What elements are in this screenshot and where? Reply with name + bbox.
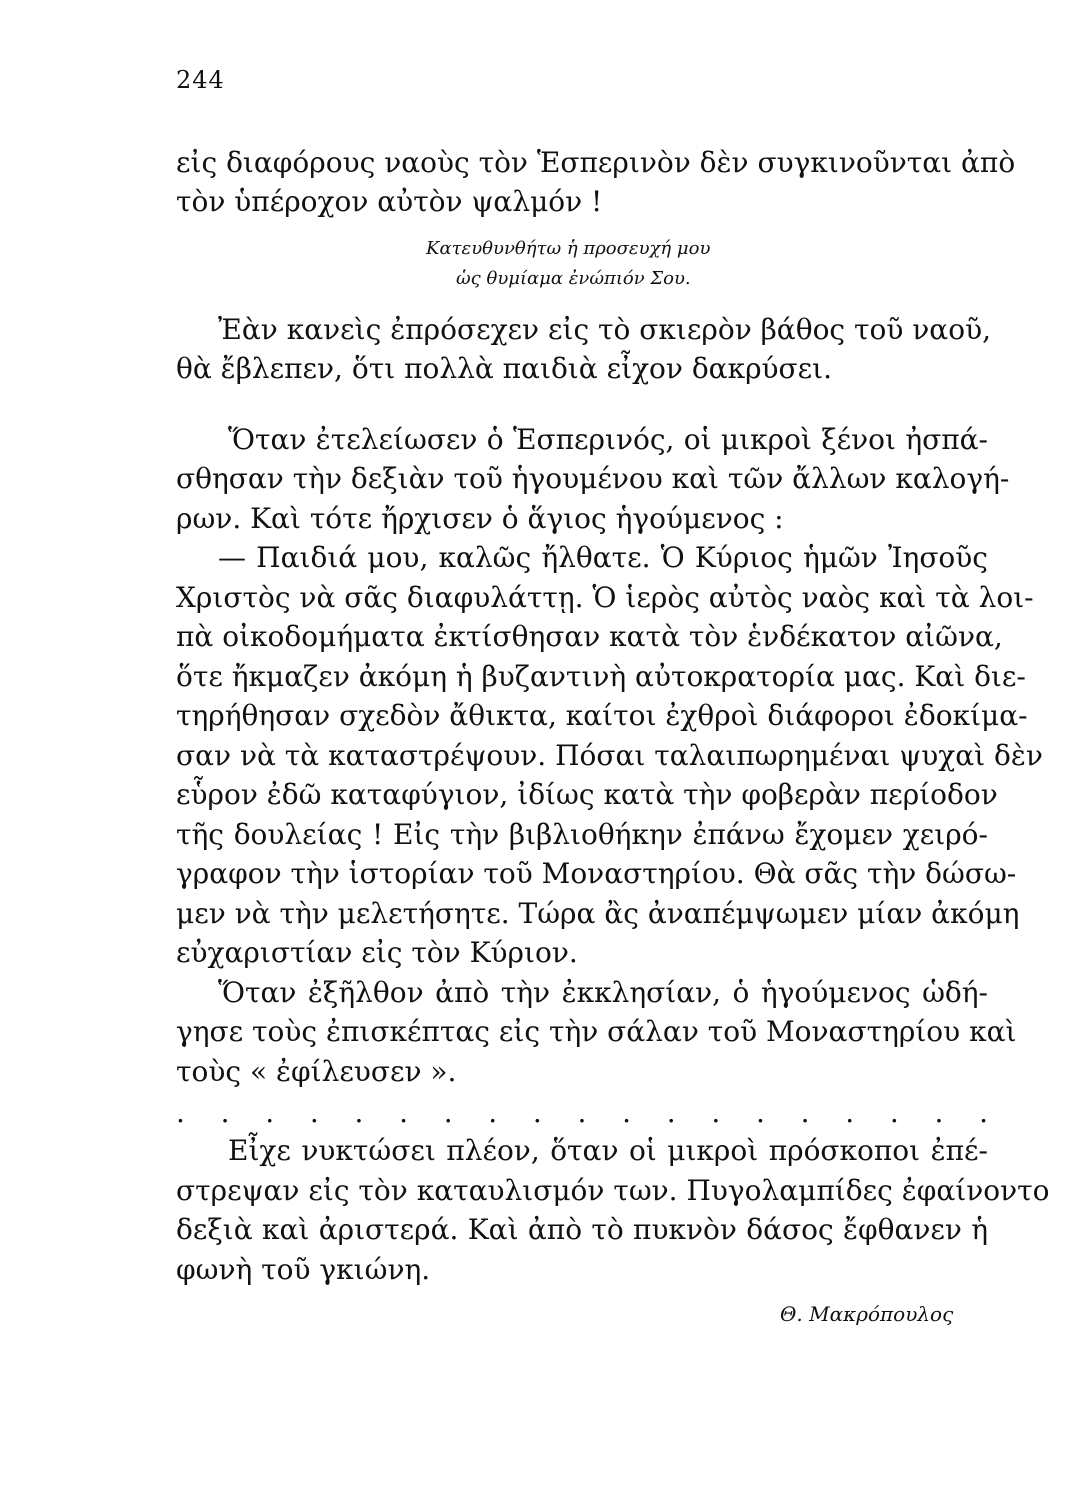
text-line: Χριστὸς νὰ σᾶς διαφυλάττῃ. Ὁ ἱερὸς αὐτὸς ναὸς καὶ τὰ λοι- [176, 581, 1034, 614]
text-line: Ἐὰν κανεὶς ἐπρόσεχεν εἰς τὸ σκιερὸν βάθος τοῦ ναοῦ, [218, 313, 991, 346]
text-line: δεξιὰ καὶ ἀριστερά. Καὶ ἀπὸ τὸ πυκνὸν δάσος ἔφθανεν ἡ [176, 1213, 988, 1246]
text-line: εἰς διαφόρους ναοὺς τὸν Ἑσπερινὸν δὲν συγκινοῦνται ἀπὸ [176, 146, 1016, 179]
text-line: τὸν ὑπέροχον αὐτὸν ψαλμόν ! [176, 185, 603, 218]
verse-line: Κατευθυνθήτω ἡ προσευχή μου [426, 238, 711, 259]
text-line: εὐχαριστίαν εἰς τὸν Κύριον. [176, 936, 578, 969]
text-line: Εἶχε νυκτώσει πλέον, ὅταν οἱ μικροὶ πρόσκοποι ἐπέ- [228, 1134, 988, 1167]
text-line: τηρήθησαν σχεδὸν ἄθικτα, καίτοι ἐχθροὶ διάφοροι ἐδοκίμα- [176, 699, 1028, 732]
text-line: πὰ οἰκοδομήματα ἐκτίσθησαν κατὰ τὸν ἑνδέκατον αἰῶνα, [176, 620, 1003, 653]
text-line: — Παιδιά μου, καλῶς ἤλθατε. Ὁ Κύριος ἡμῶν Ἰησοῦς [218, 541, 988, 574]
text-line: μεν νὰ τὴν μελετήσητε. Τώρα ἂς ἀναπέμψωμεν μίαν ἀκόμη [176, 897, 1020, 930]
text-line: θὰ ἔβλεπεν, ὅτι πολλὰ παιδιὰ εἶχον δακρύσει. [176, 352, 833, 385]
author-signature: Θ. Μακρόπουλος [780, 1302, 954, 1326]
page-number: 244 [176, 66, 225, 94]
text-line: φωνὴ τοῦ γκιώνη. [176, 1253, 431, 1286]
text-line: τῆς δουλείας ! Εἰς τὴν βιβλιοθήκην ἐπάνω ἔχομεν χειρό- [176, 818, 988, 851]
text-line: τοὺς « ἐφίλευσεν ». [176, 1055, 457, 1088]
text-line: εὗρον ἐδῶ καταφύγιον, ἰδίως κατὰ τὴν φοβερὰν περίοδον [176, 778, 998, 811]
verse-line: ὡς θυμίαμα ἐνώπιόν Σου. [456, 268, 691, 289]
text-line: σθησαν τὴν δεξιὰν τοῦ ἡγουμένου καὶ τῶν ἄλλων καλογή- [176, 462, 1010, 495]
text-line: γησε τοὺς ἐπισκέπτας εἰς τὴν σάλαν τοῦ Μοναστηρίου καὶ [176, 1015, 1017, 1048]
text-line: ρων. Καὶ τότε ἤρχισεν ὁ ἅγιος ἡγούμενος : [176, 502, 784, 535]
text-line: Ὅταν ἐξῆλθον ἀπὸ τὴν ἐκκλησίαν, ὁ ἡγούμενος ὡδή- [218, 976, 988, 1009]
text-line: σαν νὰ τὰ καταστρέψουν. Πόσαι ταλαιπωρημέναι ψυχαὶ δὲν [176, 739, 1043, 772]
text-line: Ὅταν ἐτελείωσεν ὁ Ἑσπερινός, οἱ μικροὶ ξένοι ἠσπά- [228, 423, 988, 456]
text-line: γραφον τὴν ἱστορίαν τοῦ Μοναστηρίου. Θὰ σᾶς τὴν δώσω- [176, 857, 1017, 890]
ellipsis-separator: . . . . . . . . . . . . . . . . . . . [176, 1096, 988, 1129]
text-line: στρεψαν εἰς τὸν καταυλισμόν των. Πυγολαμπίδες ἐφαίνοντο [176, 1174, 1050, 1207]
text-line: ὅτε ἤκμαζεν ἀκόμη ἡ βυζαντινὴ αὐτοκρατορία μας. Καὶ διε- [176, 660, 1026, 693]
